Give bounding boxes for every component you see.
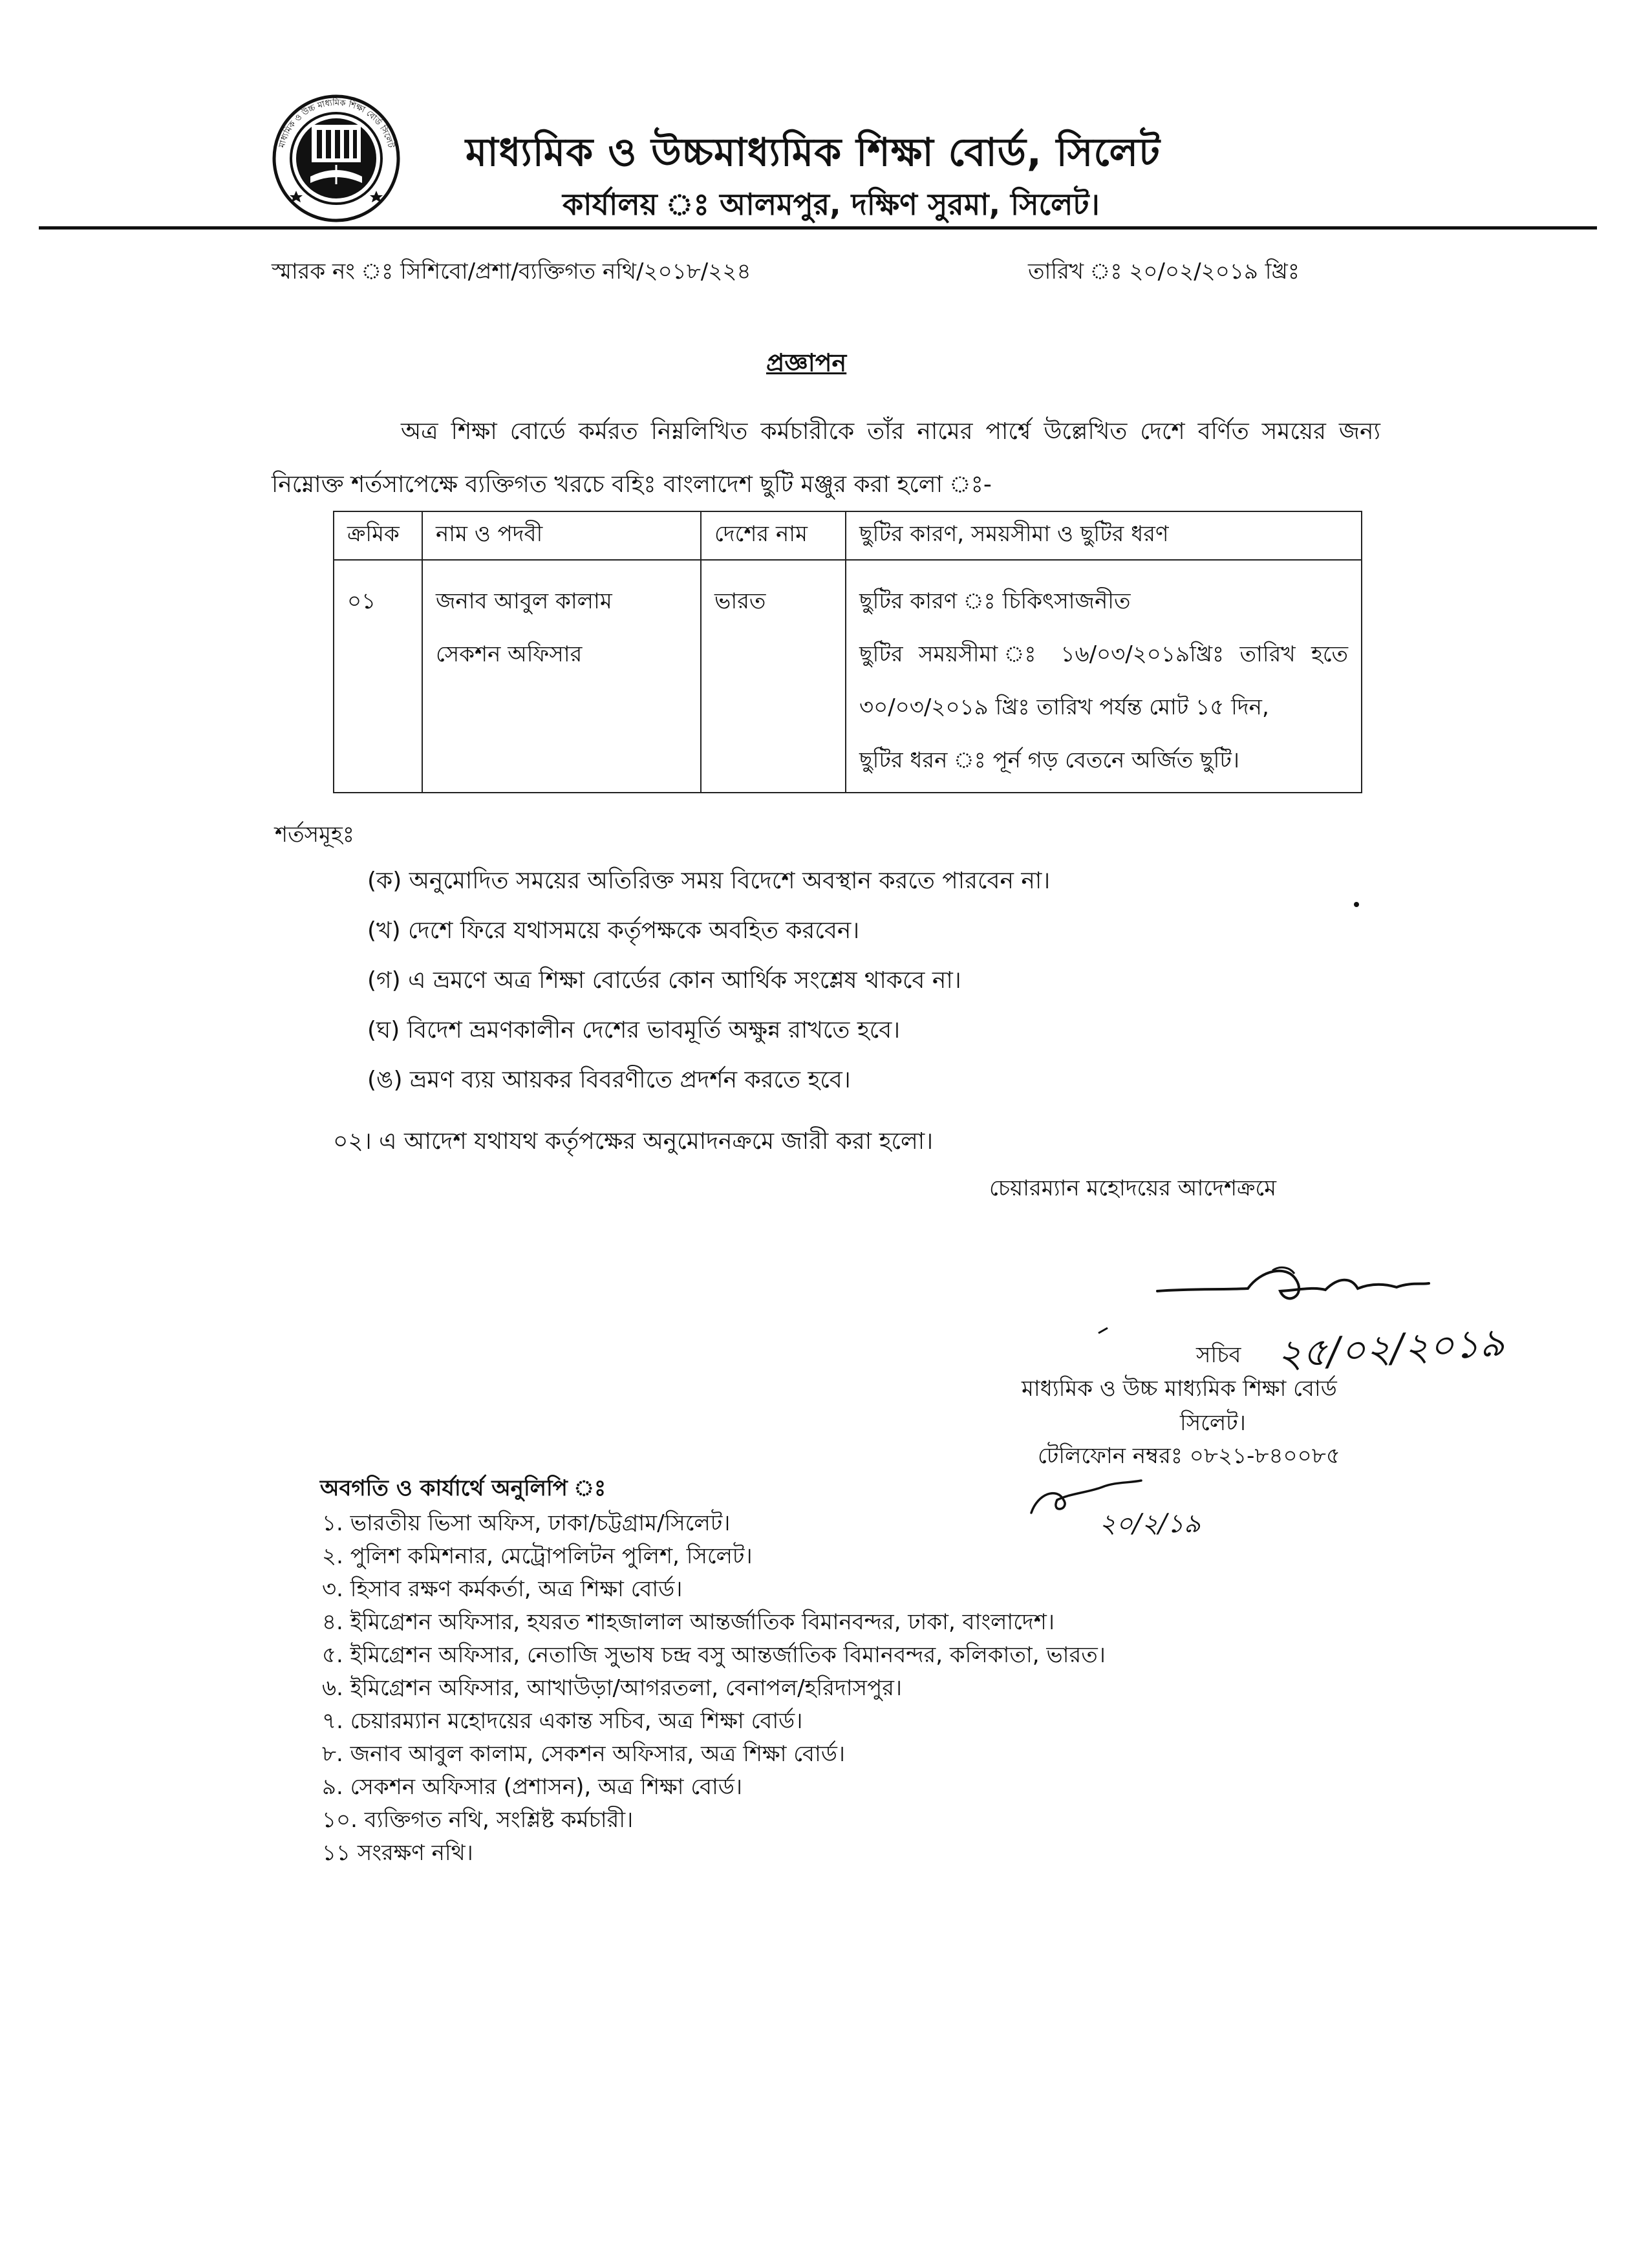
stray-mark	[1354, 902, 1359, 907]
condition-item: (ক) অনুমোদিত সময়ের অতিরিক্ত সময় বিদেশে অবস্থান করতে পারবেন না।	[367, 868, 1051, 894]
distribution-item: ৯. সেকশন অফিসার (প্রশাসন), অত্র শিক্ষা বোর্ড।	[322, 1774, 743, 1800]
condition-item: (ঙ) ভ্রমণ ব্যয় আয়কর বিবরণীতে প্রদর্শন করতে হবে।	[367, 1067, 851, 1093]
distribution-item: ১১ সংরক্ষণ নথি।	[322, 1840, 473, 1866]
distribution-item: ১০. ব্যক্তিগত নথি, সংশ্লিষ্ট কর্মচারী।	[322, 1807, 634, 1833]
order-paragraph: ০২। এ আদেশ যথাযথ কর্তৃপক্ষের অনুমোদনক্রমে জারী করা হলো।	[333, 1128, 934, 1155]
country-name: ভারত	[714, 588, 766, 614]
condition-item: (গ) এ ভ্রমণে অত্র শিক্ষা বোর্ডের কোন আর্থিক সংশ্লেষ থাকবে না।	[367, 967, 961, 994]
tick-mark	[1097, 1325, 1110, 1338]
condition-item: (ঘ) বিদেশ ভ্রমণকালীন দেশের ভাবমূর্তি অক্ষুন্ন রাখতে হবে।	[367, 1017, 901, 1043]
by-order-of-chairman: চেয়ারম্যান মহোদয়ের আদেশক্রমে	[989, 1175, 1277, 1201]
signatory-city: সিলেট।	[1180, 1410, 1246, 1436]
intro-paragraph-line-1: অত্র শিক্ষা বোর্ডে কর্মরত নিম্নলিখিত কর্মচারীকে তাঁর নামের পার্শ্বে উল্লেখিত দেশে বর্ণিত সময়ের জন্য	[401, 418, 1380, 445]
distribution-heading: অবগতি ও কার্যার্থে অনুলিপি ঃ	[320, 1475, 606, 1501]
distribution-item: ১. ভারতীয় ভিসা অফিস, ঢাকা/চট্টগ্রাম/সিলেট।	[322, 1510, 731, 1536]
distribution-item: ৮. জনাব আবুল কালাম, সেকশন অফিসার, অত্র শিক্ষা বোর্ড।	[322, 1741, 846, 1767]
distribution-item: ২. পুলিশ কমিশনার, মেট্রোপলিটন পুলিশ, সিলেট।	[322, 1543, 753, 1569]
serial-value: ০১	[347, 588, 376, 614]
board-seal-logo	[272, 94, 401, 223]
memo-number: স্মারক নং ঃ সিশিবো/প্রশা/ব্যক্তিগত নথি/২০১৮/২২৪	[272, 259, 751, 284]
table-header-row	[334, 511, 1362, 560]
col-header-serial: ক্রমিক	[334, 511, 422, 560]
initials-date: ২০/২/১৯	[1099, 1509, 1201, 1539]
leave-period-end: ৩০/০৩/২০১৯ খ্রিঃ তারিখ পর্যন্ত মোট ১৫ দিন,	[859, 694, 1269, 720]
handwritten-signature-date: ২৫/০২/২০১৯	[1276, 1320, 1506, 1378]
leave-type: ছুটির ধরন ঃ পূর্ন গড় বেতনে অর্জিত ছুটি।	[859, 747, 1240, 773]
cell-country	[701, 560, 846, 793]
condition-item: (খ) দেশে ফিরে যথাসময়ে কর্তৃপক্ষকে অবহিত করবেন।	[367, 917, 860, 944]
employee-name: জনাব আবুল কালাম	[436, 588, 612, 614]
cell-serial	[334, 560, 422, 793]
leave-reason: ছুটির কারণ ঃ চিকিৎসাজনীত	[859, 588, 1131, 614]
leave-table	[333, 511, 1362, 793]
col-header-details: ছুটির কারণ, সময়সীমা ও ছুটির ধরণ	[846, 511, 1362, 560]
board-name: মাধ্যমিক ও উচ্চমাধ্যমিক শিক্ষা বোর্ড, সিলেট	[466, 130, 1161, 175]
col-header-name: নাম ও পদবী	[422, 511, 701, 560]
intro-paragraph-line-2: নিম্নোক্ত শর্তসাপেক্ষে ব্যক্তিগত খরচে বহিঃ বাংলাদেশ ছুটি মঞ্জুর করা হলো ঃ-	[272, 471, 992, 498]
distribution-item: ৬. ইমিগ্রেশন অফিসার, আখাউড়া/আগরতলা, বেনাপল/হরিদাসপুর।	[322, 1675, 903, 1701]
leave-period-start: ছুটির সময়সীমা ঃ ১৬/০৩/২০১৯খ্রিঃ তারিখ হতে	[859, 641, 1348, 667]
secretary-signature	[1151, 1251, 1435, 1322]
distribution-item: ৩. হিসাব রক্ষণ কর্মকর্তা, অত্র শিক্ষা বোর্ড।	[322, 1576, 683, 1602]
seal-text: মাধ্যমিক ও উচ্চ মাধ্যমিক শিক্ষা বোর্ড সিলেট	[277, 98, 396, 149]
header-divider	[39, 226, 1597, 230]
table-row	[334, 560, 1362, 793]
cell-name	[422, 560, 701, 793]
memo-date: তারিখ ঃ ২০/০২/২০১৯ খ্রিঃ	[1028, 259, 1300, 284]
col-header-country: দেশের নাম	[701, 511, 846, 560]
distribution-item: ৭. চেয়ারম্যান মহোদয়ের একান্ত সচিব, অত্র শিক্ষা বোর্ড।	[322, 1708, 803, 1734]
office-address: কার্যালয় ঃ আলমপুর, দক্ষিণ সুরমা, সিলেট।	[562, 187, 1100, 222]
signatory-organization: মাধ্যমিক ও উচ্চ মাধ্যমিক শিক্ষা বোর্ড	[1022, 1376, 1337, 1402]
cell-details	[846, 560, 1362, 793]
signatory-title: সচিব	[1196, 1342, 1241, 1368]
signatory-phone: টেলিফোন নম্বরঃ ০৮২১-৮৪০০৮৫	[1038, 1443, 1340, 1469]
employee-designation: সেকশন অফিসার	[436, 641, 583, 667]
distribution-item: ৪. ইমিগ্রেশন অফিসার, হযরত শাহজালাল আন্তর্জাতিক বিমানবন্দর, ঢাকা, বাংলাদেশ।	[322, 1609, 1055, 1635]
distribution-item: ৫. ইমিগ্রেশন অফিসার, নেতাজি সুভাষ চন্দ্র বসু আন্তর্জাতিক বিমানবন্দর, কলিকাতা, ভারত।	[322, 1642, 1106, 1668]
notice-title: প্রজ্ঞাপন	[766, 348, 847, 377]
conditions-heading: শর্তসমূহঃ	[275, 822, 354, 848]
